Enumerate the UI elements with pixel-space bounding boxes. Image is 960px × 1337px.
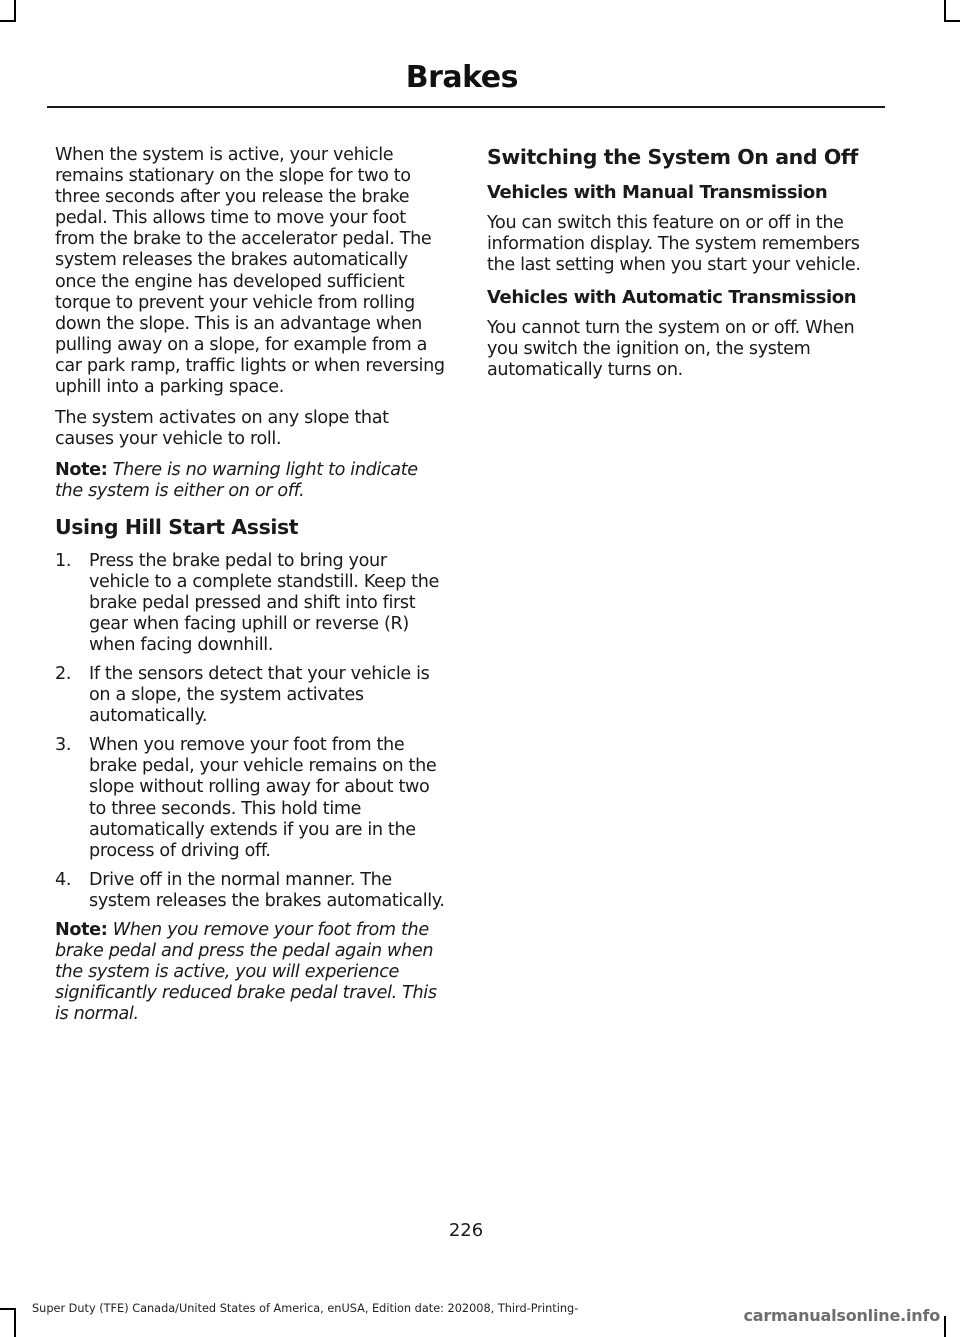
intro-paragraph: When the system is active, your vehicle remains stationary on the slope for two to three seconds after you release the brake pedal. This allows time to move your foot from the brake to the accelerator pedal. The system releases the brakes automatically once the engine has developed sufficient torque to prevent your vehicle from rolling down the slope. This is an advantage when pulling away on a slope, for example from a car park ramp, traffic lights or when reversing uphill into a parking space. <box>55 145 445 398</box>
list-item <box>55 551 450 656</box>
left-column <box>55 145 450 1035</box>
crop-mark-top-left-h <box>0 20 16 22</box>
footer-edition-info: Super Duty (TFE) Canada/United States of America, enUSA, Edition date: 202008, Third-Printing- <box>32 1302 579 1315</box>
step-text: Press the brake pedal to bring your vehicle to a complete standstill. Keep the brake pedal pressed and shift into first gear when facing uphill or reverse (R) when facing downhill. <box>89 550 439 655</box>
step-number: 1. <box>55 550 72 571</box>
step-text: Drive off in the normal manner. The system releases the brakes automatically. <box>89 869 445 911</box>
step-text: If the sensors detect that your vehicle is on a slope, the system activates automatically. <box>89 663 430 727</box>
subheading-automatic-transmission: Vehicles with Automatic Transmission <box>487 287 857 309</box>
manual-transmission-paragraph: You can switch this feature on or off in the information display. The system remembers the last setting when you start your vehicle. <box>487 213 861 276</box>
crop-mark-bottom-right-v <box>944 1316 946 1337</box>
page-number: 226 <box>448 1220 484 1241</box>
step-number: 2. <box>55 663 72 684</box>
crop-mark-bottom-left-v <box>14 1308 16 1337</box>
note-text: When you remove your foot from the brake pedal and press the pedal again when the system is active, you will experience significantly reduced brake pedal travel. This is normal. <box>55 920 437 1025</box>
watermark: carmanualsonline.info <box>743 1306 940 1325</box>
page-title: Brakes <box>405 60 518 95</box>
subheading-manual-transmission: Vehicles with Manual Transmission <box>487 182 828 203</box>
list-item <box>55 664 450 727</box>
note-label: Note: <box>55 920 108 940</box>
note-warning-light <box>55 460 450 502</box>
automatic-transmission-paragraph: You cannot turn the system on or off. When you switch the ignition on, the system automatically turns on. <box>487 318 855 381</box>
list-item <box>55 870 450 912</box>
right-column <box>487 145 880 392</box>
steps-list <box>55 551 450 913</box>
note-text: There is no warning light to indicate the system is either on or off. <box>55 460 418 502</box>
activation-paragraph: The system activates on any slope that causes your vehicle to roll. <box>55 408 389 450</box>
list-item <box>55 735 450 862</box>
header-divider <box>47 106 885 108</box>
step-text: When you remove your foot from the brake pedal, your vehicle remains on the slope without rolling away for about two to three seconds. This hold time automatically extends if you are in the process of driving off. <box>89 735 437 861</box>
crop-mark-top-right-h <box>944 20 960 22</box>
step-number: 4. <box>55 869 72 890</box>
section-heading-using-hill-start-assist: Using Hill Start Assist <box>55 514 299 539</box>
note-brake-pedal-travel <box>55 920 450 1025</box>
step-number: 3. <box>55 735 72 756</box>
crop-mark-bottom-left-h <box>0 1308 16 1310</box>
note-label: Note: <box>55 460 108 481</box>
crop-mark-top-left-v <box>14 0 16 20</box>
section-heading-switching-system: Switching the System On and Off <box>487 145 858 169</box>
crop-mark-top-right-v <box>944 0 946 20</box>
